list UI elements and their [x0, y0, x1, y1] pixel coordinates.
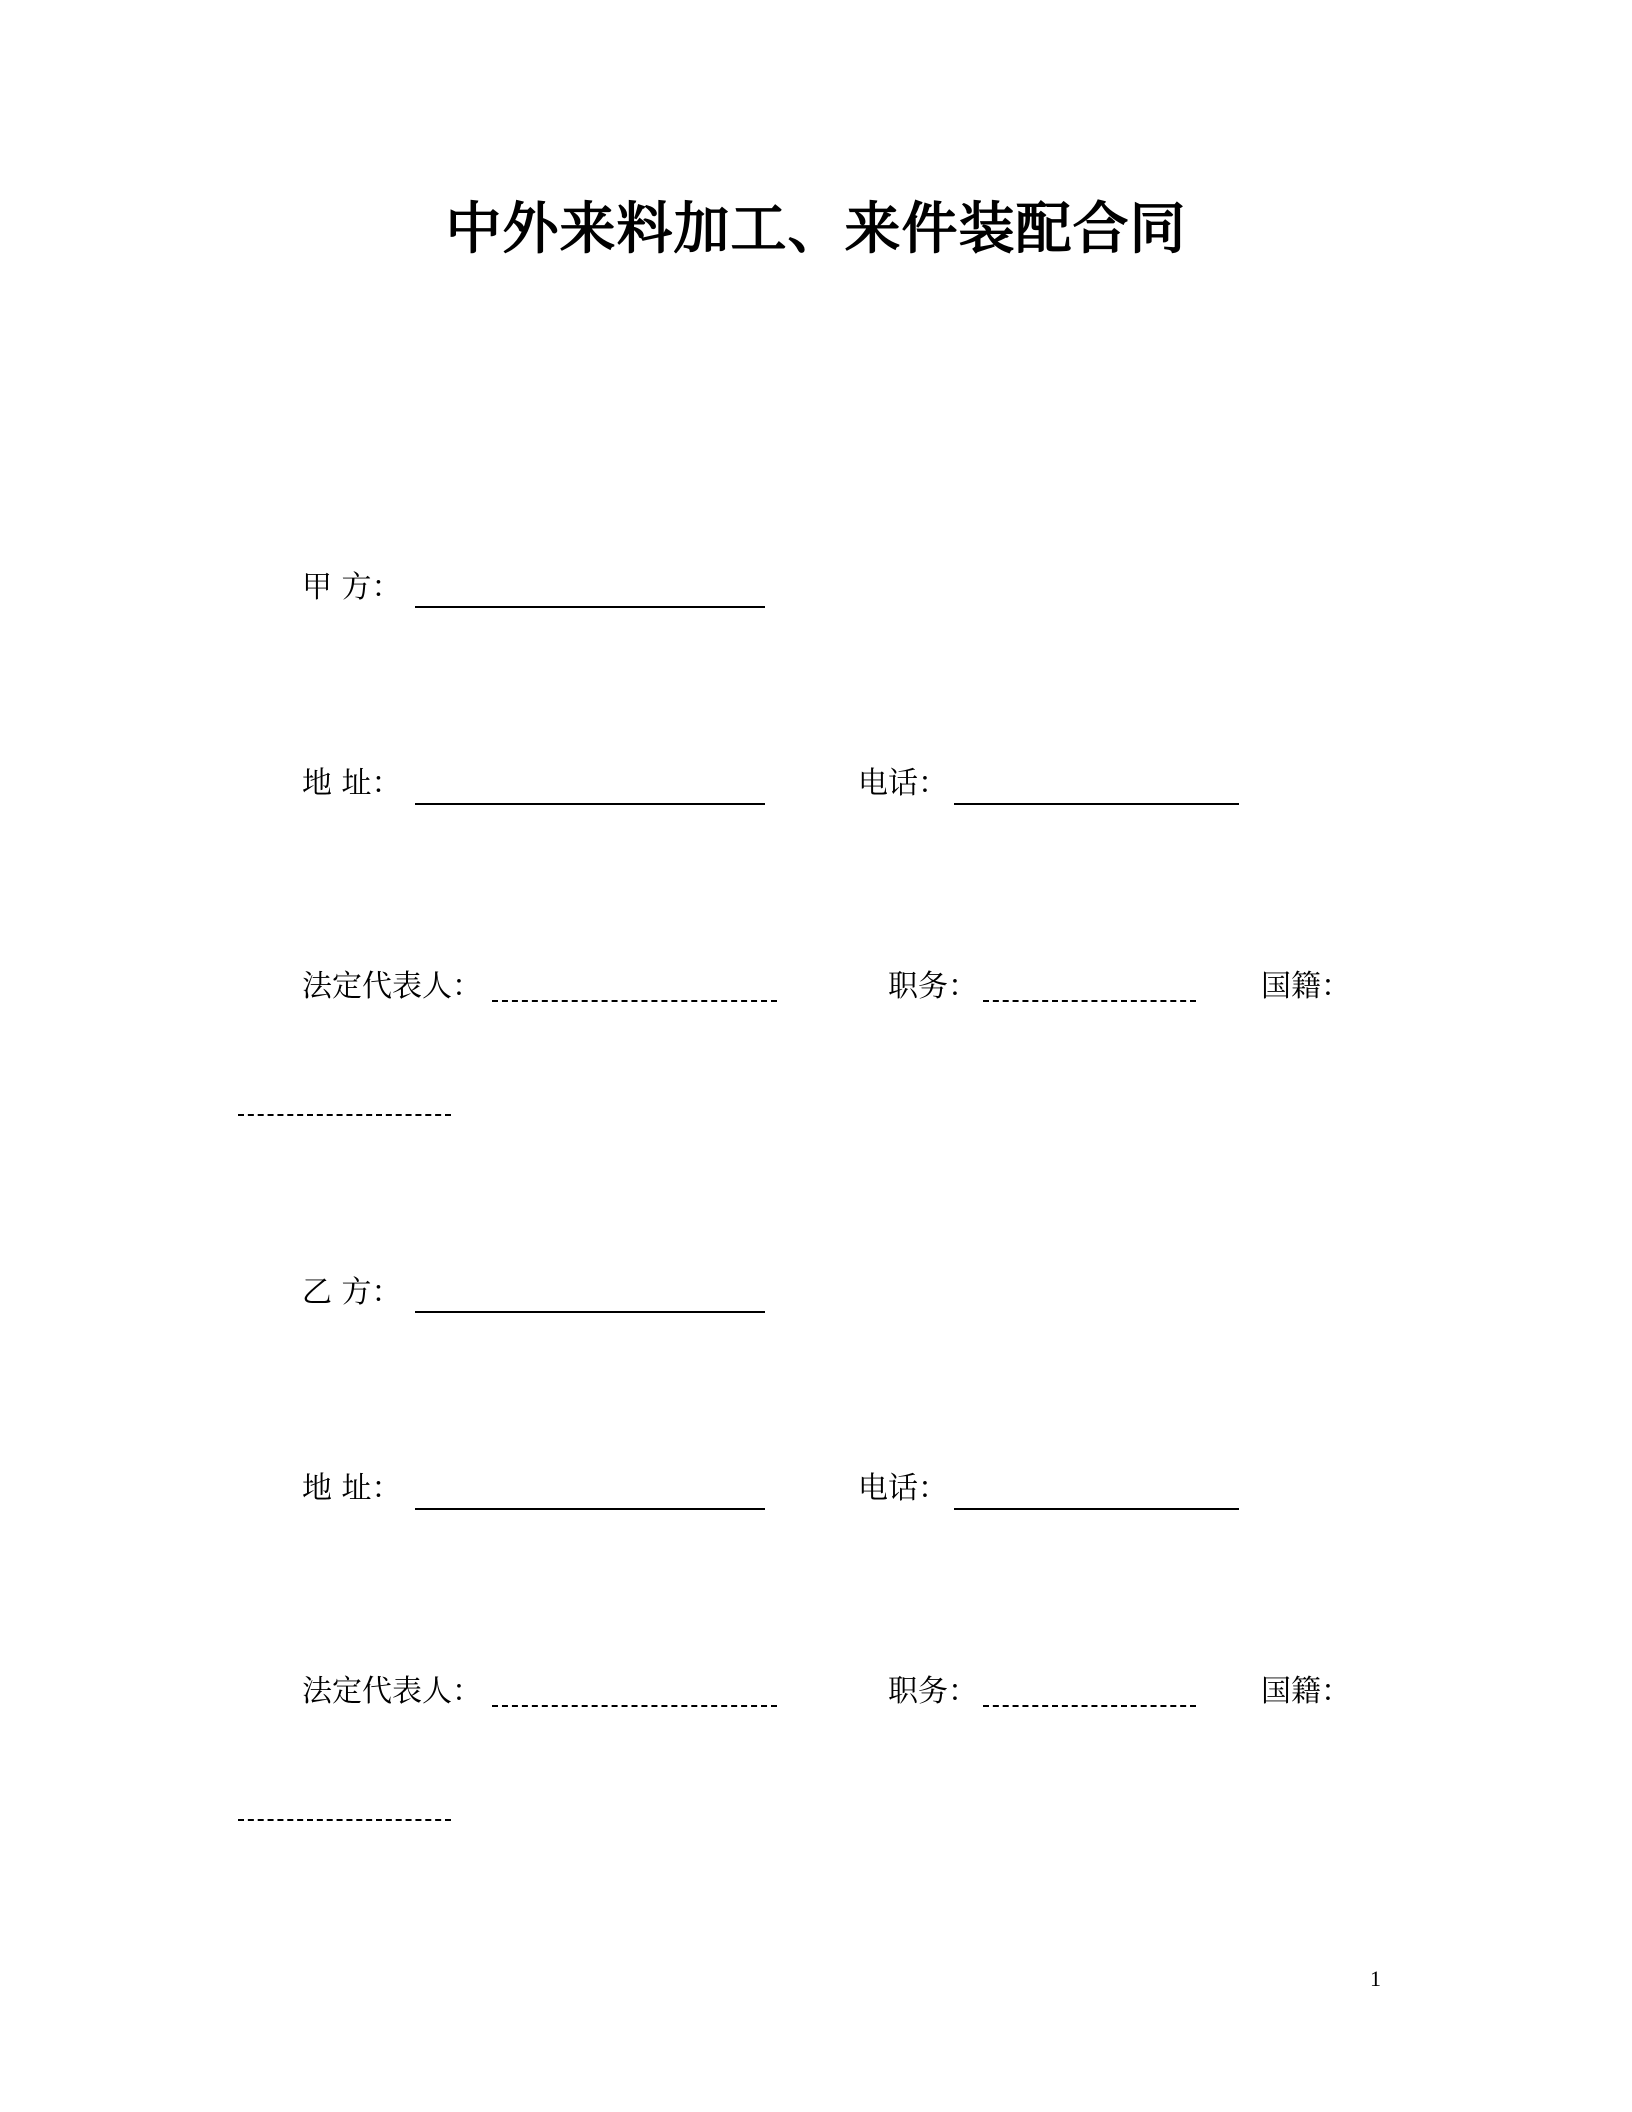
party-b-phone-blank[interactable] [954, 1508, 1239, 1510]
party-b-rep-blank[interactable] [492, 1705, 777, 1707]
party-b-address-blank[interactable] [415, 1508, 765, 1510]
document-title: 中外来料加工、来件装配合同 [445, 197, 1187, 262]
party-b-phone-label: 电话： [858, 1471, 948, 1506]
party-b-address-label: 地 址： [302, 1471, 402, 1506]
party-a-address-label: 地 址： [302, 766, 402, 801]
party-b-name-blank[interactable] [415, 1311, 765, 1313]
party-a-rep-label: 法定代表人： [302, 969, 482, 1004]
party-b-label: 乙 方： [302, 1275, 402, 1310]
party-a-rep-blank[interactable] [492, 1000, 777, 1002]
party-a-name-blank[interactable] [415, 606, 765, 608]
party-b-position-label: 职务： [888, 1674, 978, 1709]
party-b-nationality-label: 国籍： [1261, 1674, 1351, 1709]
party-a-position-blank[interactable] [983, 1000, 1196, 1002]
party-a-label: 甲 方： [302, 570, 402, 605]
party-a-address-blank[interactable] [415, 803, 765, 805]
party-b-position-blank[interactable] [983, 1705, 1196, 1707]
party-a-position-label: 职务： [888, 969, 978, 1004]
party-a-phone-label: 电话： [858, 766, 948, 801]
party-b-nationality-blank[interactable] [238, 1819, 451, 1821]
party-b-rep-label: 法定代表人： [302, 1674, 482, 1709]
party-a-phone-blank[interactable] [954, 803, 1239, 805]
party-a-nationality-blank[interactable] [238, 1114, 451, 1116]
party-a-nationality-label: 国籍： [1261, 969, 1351, 1004]
page-number: 1 [1370, 1966, 1381, 1991]
